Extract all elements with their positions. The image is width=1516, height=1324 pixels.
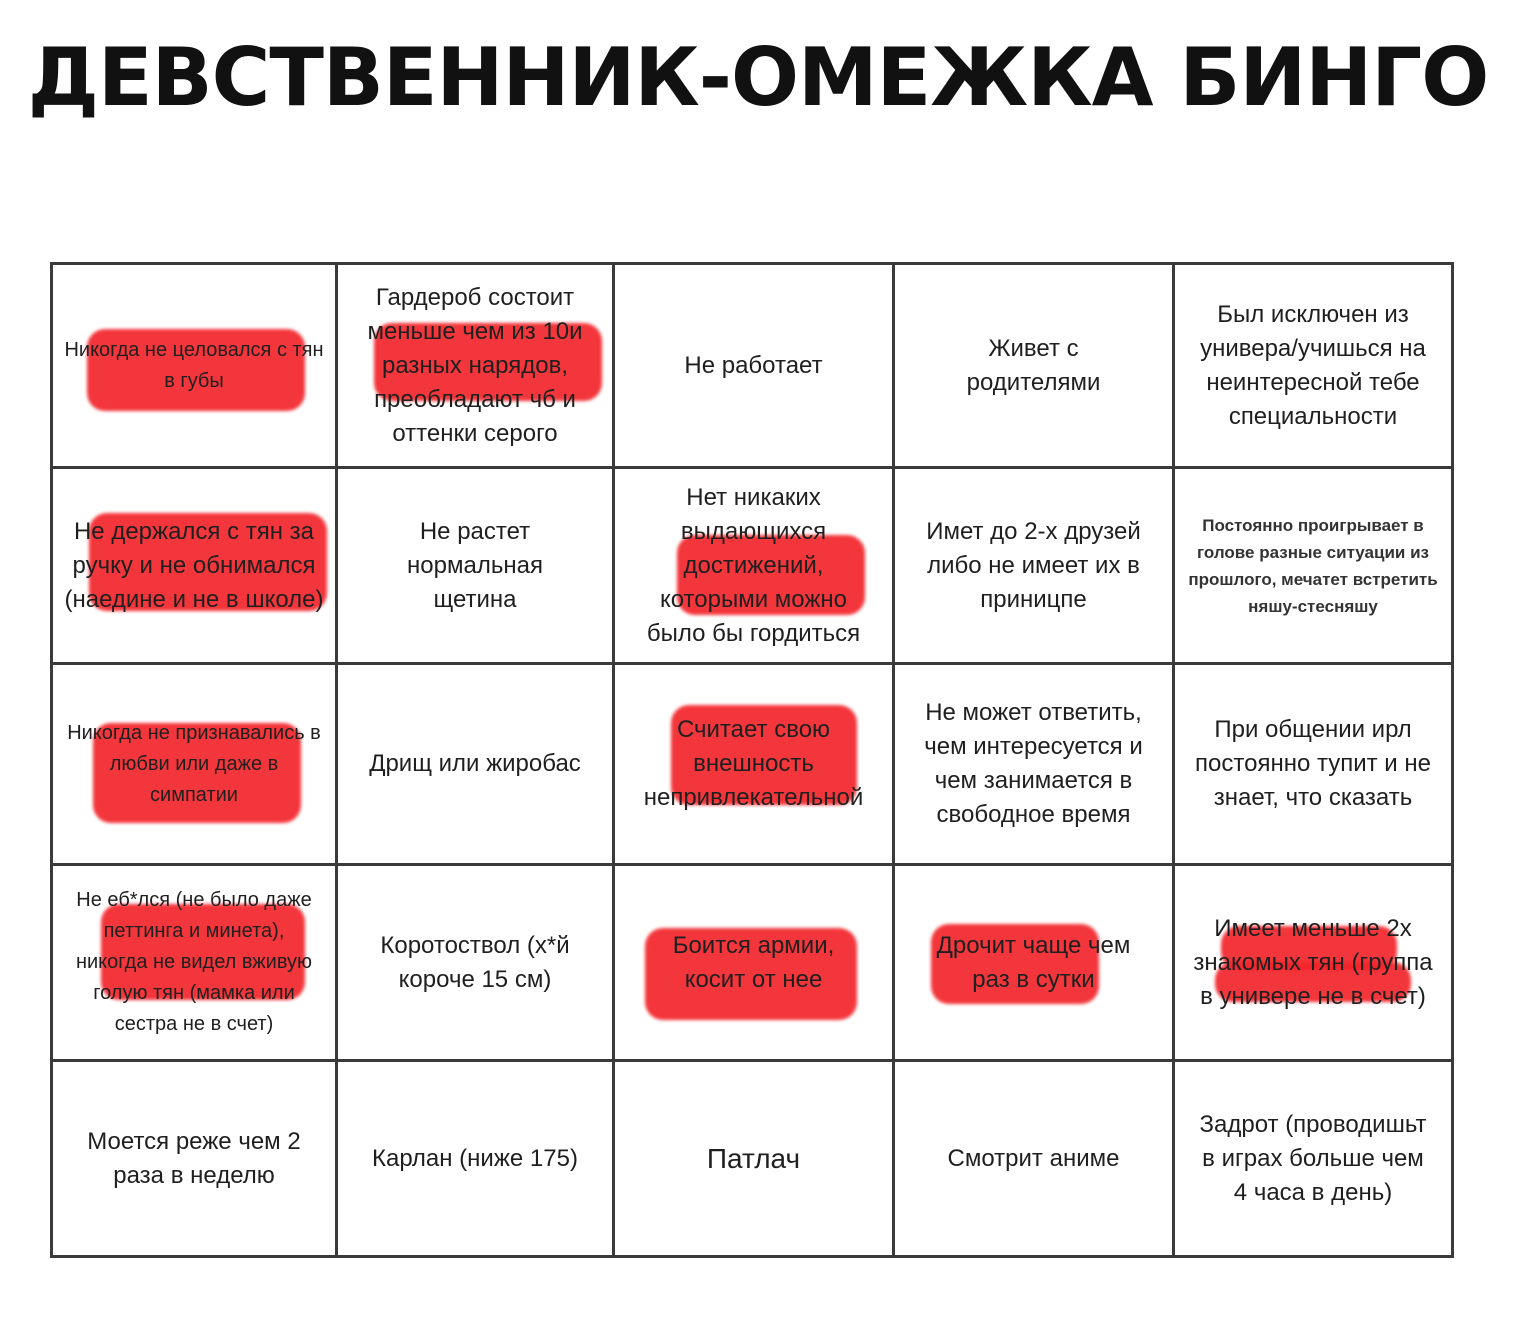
bingo-cell-text: Смотрит аниме — [947, 1144, 1120, 1172]
bingo-cell-text: Дрочит чаще чем раз в сутки — [936, 931, 1131, 993]
bingo-cell-text: Боится армии, косит от нее — [672, 931, 835, 993]
bingo-cell-r4c1[interactable] — [53, 866, 338, 1062]
bingo-cell-text: Коротоствол (х*й короче 15 см) — [380, 931, 570, 993]
bingo-cell-text: При общении ирл постоянно тупит и не знает, что сказать — [1195, 716, 1431, 811]
bingo-cell-r3c4[interactable] — [895, 665, 1175, 866]
bingo-cell-r1c3[interactable] — [615, 265, 895, 469]
bingo-cell-text: Не может ответить, чем интересуется и чем занимается в свободное время — [924, 699, 1143, 828]
bingo-cell-text: Не растет нормальная щетина — [407, 517, 543, 613]
bingo-cell-r5c3[interactable] — [615, 1062, 895, 1255]
bingo-cell-r1c1[interactable] — [53, 265, 338, 469]
bingo-cell-r5c4[interactable] — [895, 1062, 1175, 1255]
bingo-cell-r2c3[interactable] — [615, 469, 895, 665]
bingo-cell-text: Моется реже чем 2 раза в неделю — [87, 1127, 301, 1189]
page-title: ДЕВСТВЕННИК-ОМЕЖКА БИНГО — [27, 31, 1489, 124]
bingo-cell-text: Дрищ или жиробас — [369, 750, 581, 777]
bingo-cell-r5c1[interactable] — [53, 1062, 338, 1255]
bingo-cell-r3c3[interactable] — [615, 665, 895, 866]
bingo-cell-text: Никогда не целовался с тян в губы — [64, 338, 324, 392]
bingo-cell-text: Постоянно проигрывает в голове разные ситуации из прошлого, мечатет встретить няшу-стесняшу — [1188, 515, 1438, 616]
bingo-cell-r3c2[interactable] — [338, 665, 615, 866]
bingo-cell-r4c3[interactable] — [615, 866, 895, 1062]
bingo-cell-r3c5[interactable] — [1175, 665, 1451, 866]
bingo-cell-r5c5[interactable] — [1175, 1062, 1451, 1255]
bingo-cell-text: Не работает — [684, 351, 823, 379]
bingo-cell-text: Никогда не признавались в любви или даже в симпатии — [67, 721, 321, 806]
bingo-cell-text: Задрот (проводишьт в играх больше чем 4 часа в день) — [1199, 1110, 1427, 1206]
bingo-cell-text: Патлач — [706, 1142, 801, 1174]
bingo-cell-r1c4[interactable] — [895, 265, 1175, 469]
bingo-cell-text: Считает свою внешность непривлекательной — [643, 716, 864, 811]
bingo-cell-text: Не еб*лся (не было даже петтинга и минета), никогда не видел вживую голую тян (мамка или сестра не в счет) — [75, 889, 313, 1035]
bingo-cell-r4c5[interactable] — [1175, 866, 1451, 1062]
bingo-cell-r1c2[interactable] — [338, 265, 615, 469]
bingo-cell-text: Нет никаких выдающихся достижений, которыми можно было бы гордиться — [646, 483, 861, 647]
bingo-cell-text: Живет с родителями — [966, 334, 1101, 396]
bingo-cell-r2c5[interactable] — [1175, 469, 1451, 665]
bingo-cell-r2c4[interactable] — [895, 469, 1175, 665]
bingo-cell-text: Имет до 2-х друзей либо не имеет их в приницпе — [926, 517, 1141, 613]
bingo-cell-text: Гардероб состоит меньше чем из 10и разных нарядов, преобладают чб и оттенки серого — [367, 283, 583, 447]
bingo-cell-text: Не держался с тян за ручку и не обнимался (наедине и не в школе) — [64, 517, 324, 613]
bingo-cell-r2c2[interactable] — [338, 469, 615, 665]
bingo-cell-r4c2[interactable] — [338, 866, 615, 1062]
bingo-board — [50, 262, 1454, 1258]
bingo-cell-text: Карлан (ниже 175) — [372, 1144, 578, 1172]
bingo-cell-r2c1[interactable] — [53, 469, 338, 665]
bingo-cell-text: Был исключен из универа/учишься на неинтересной тебе специальности — [1200, 300, 1426, 430]
bingo-cell-text: Имеет меньше 2х знакомых тян (группа в универе не в счет) — [1193, 914, 1433, 1010]
bingo-cell-r4c4[interactable] — [895, 866, 1175, 1062]
bingo-cell-r1c5[interactable] — [1175, 265, 1451, 469]
bingo-cell-r5c2[interactable] — [338, 1062, 615, 1255]
bingo-cell-r3c1[interactable] — [53, 665, 338, 866]
